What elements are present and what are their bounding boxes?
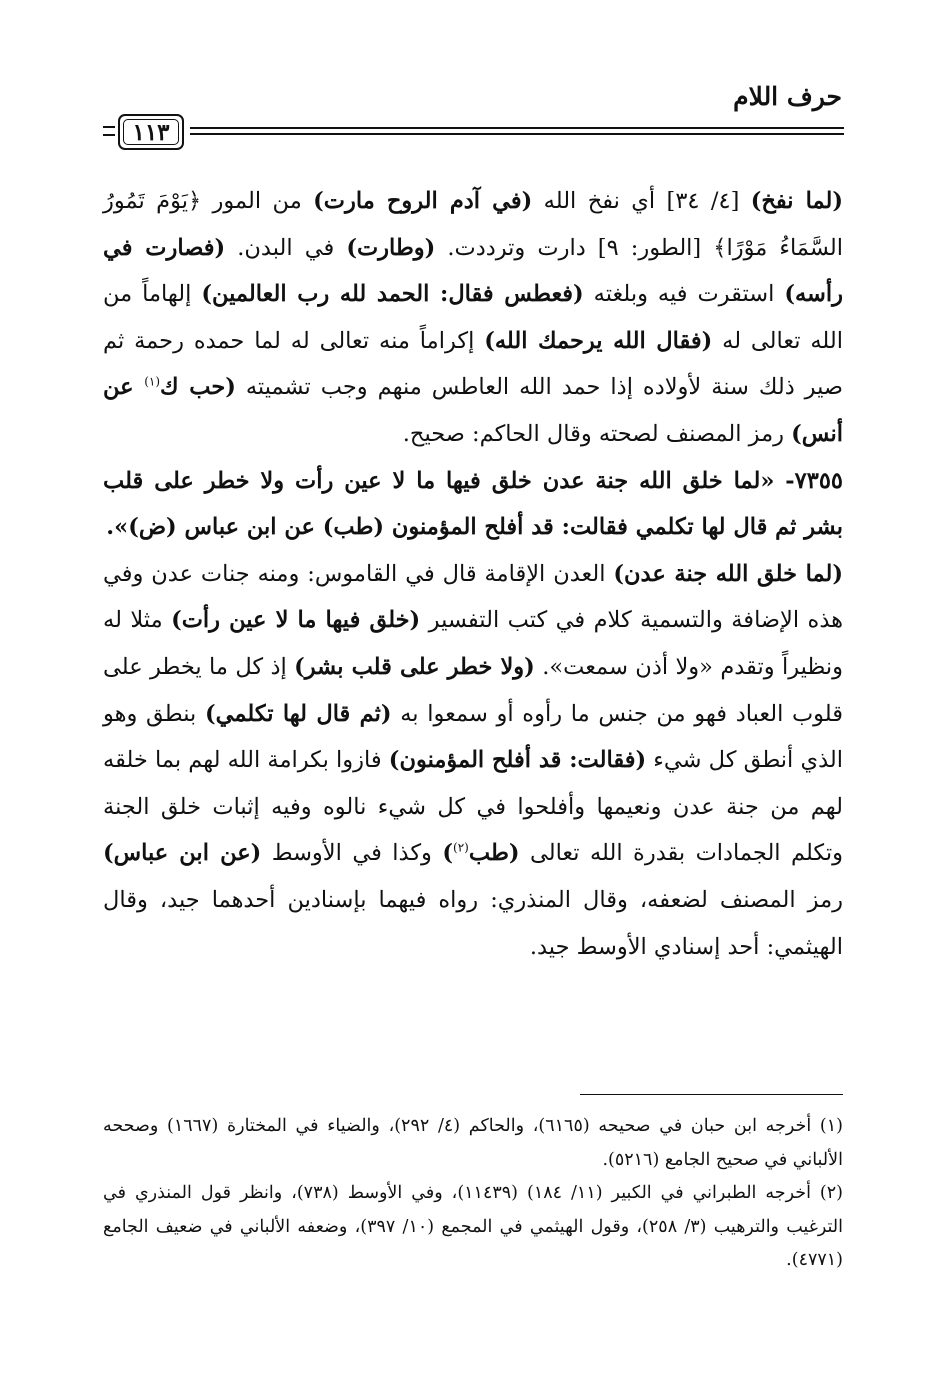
page-number: ١١٣ [132,119,170,146]
header-ornament-left [103,126,115,136]
quoted-phrase: (ثم قال لها تكلمي) [205,700,392,727]
quoted-phrase: (فقال الله يرحمك الله) [484,327,713,354]
commentary-text: استقرت فيه وبلغته [583,281,785,308]
commentary-text: في البدن. [225,234,347,261]
narrator: (عن ابن عباس) [103,840,262,867]
commentary-text: من المور ﴿يَوْمَ تَمُورُ السَّمَاءُ مَوْرًا﴾ [الطور: ٩] دارت وترددت. [103,188,843,261]
source-code: (حب ك [160,374,236,401]
quoted-phrase: (فقالت: قد أفلح المؤمنون) [388,747,647,774]
commentary-text: إذ كل ما يخطر على قلوب العباد فهو من جنس ما رأوه أو سمعوا به [103,653,844,727]
quoted-phrase: (لما نفخ) [750,188,844,214]
commentary-text: وكذا في الأوسط [261,840,443,867]
commentary-paragraph-2 [103,551,843,970]
footnote-ref-1: (١) [144,374,161,389]
footnote-2: (٢) أخرجه الطبراني في الكبير (١١/ ١٨٤) (١١٤٣٩)، وفي الأوسط (٧٣٨)، وانظر قول المنذري في الترغيب والترهيب (٣/ ٢٥٨)، وقول الهيثمي في المجمع (١٠/ ٣٩٧)، وضعفه الألباني في ضعيف الجامع (٤٧٧١). [103,1183,843,1270]
commentary-text: رمز المصنف لضعفه، وقال المنذري: رواه فيهما بإسنادين أحدهما جيد، وقال الهيثمي: أحد إسنادي الأوسط جيد. [103,886,843,960]
commentary-paragraph-1 [103,178,843,458]
source-code-close: ) [442,840,454,867]
commentary-text: العدن الإقامة قال في القاموس: ومنه جنات عدن وفي هذه الإضافة والتسمية كلام في كتب التفسير [103,560,844,634]
header-double-rule [190,127,844,135]
quoted-phrase: (وطارت) [346,234,436,261]
source-code: (طب [468,840,520,867]
quoted-phrase: (فعطس فقال: الحمد لله رب العالمين) [201,281,584,308]
commentary-text: رمز المصنف لصحته وقال الحاكم: صحيح. [402,420,792,447]
quoted-phrase: (في آدم الروح مارت) [313,188,533,214]
narrator: عن أنس) [103,374,843,447]
chapter-title: حرف اللام [733,82,842,111]
quoted-phrase: (لما خلق الله جنة عدن) [613,560,843,587]
commentary-text: [٤/ ٣٤] أي نفخ الله [532,188,751,214]
quoted-phrase: (ولا خطر على قلب بشر) [294,653,535,680]
quoted-phrase: (خلق فيها ما لا عين رأت) [171,607,421,634]
commentary-text: إكراماً منه تعالى له لما حمده رحمة ثم صير ذلك سنة لأولاده إذا حمد الله العاطس منهم وجب تشميته [103,327,843,401]
hadith-7355: ٧٣٥٥- «لما خلق الله جنة عدن خلق فيها ما لا عين رأت ولا خطر على قلب بشر ثم قال لها تكلمي فقالت: قد أفلح المؤمنون (طب) عن ابن عباس (ض)». [103,467,843,541]
footnote-1: (١) أخرجه ابن حبان في صحيحه (٦١٦٥)، والحاكم (٤/ ٢٩٢)، والضياء في المختارة (١٦٦٧) وصححه الألباني في صحيح الجامع (٥٢١٦). [103,1116,843,1170]
commentary-text: فازوا بكرامة الله لهم بما خلقه لهم من جنة عدن ونعيمها وأفلحوا في كل شيء نالوه وفيه إثبات خلق الجنة وتكلم الجمادات بقدرة الله تعالى [103,747,843,867]
footnote-ref-2: (٢) [453,840,469,855]
commentary-text: بنطق وهو الذي أنطق كل شيء [103,700,843,774]
main-text [103,178,843,970]
quoted-phrase: (فصارت في رأسه) [103,234,843,308]
page-number-frame [118,114,184,150]
footnote-separator [580,1094,843,1095]
footnotes [103,1110,843,1278]
commentary-text: إلهاماً من الله تعالى له [103,281,843,354]
commentary-text: مثلا له ونظيراً وتقدم «ولا أذن سمعت». [103,607,843,680]
